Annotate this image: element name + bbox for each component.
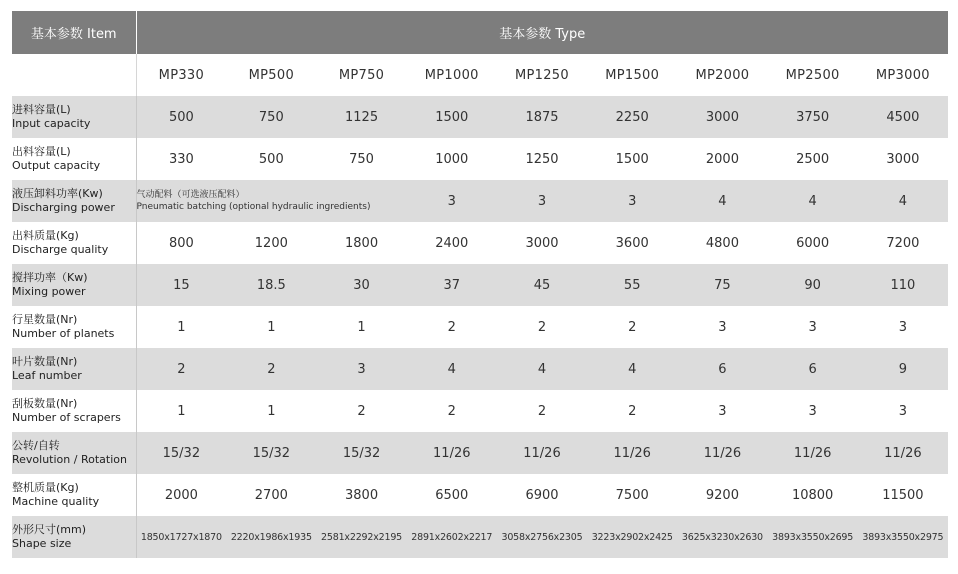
param-value: 1	[226, 306, 316, 348]
param-value: 3	[858, 390, 948, 432]
model-name: MP1250	[497, 54, 587, 96]
param-value: 1200	[226, 222, 316, 264]
model-row-blank	[12, 54, 136, 96]
param-value: 75	[677, 264, 767, 306]
param-value: 4	[768, 180, 858, 222]
param-label	[12, 390, 136, 432]
param-value: 2220x1986x1935	[226, 516, 316, 558]
model-name: MP2000	[677, 54, 767, 96]
param-value: 10800	[768, 474, 858, 516]
param-label-cn: 出料容量(L)	[12, 145, 71, 158]
param-label-en: Number of scrapers	[12, 411, 121, 424]
param-value: 3223x2902x2425	[587, 516, 677, 558]
model-name: MP500	[226, 54, 316, 96]
param-value: 2	[316, 390, 406, 432]
param-value: 4	[677, 180, 767, 222]
param-value: 3600	[587, 222, 677, 264]
param-value: 45	[497, 264, 587, 306]
param-row	[12, 264, 948, 306]
param-value: 2400	[407, 222, 497, 264]
param-value: 2	[407, 306, 497, 348]
param-value: 37	[407, 264, 497, 306]
param-value: 15/32	[226, 432, 316, 474]
param-label-en: Leaf number	[12, 369, 82, 382]
param-value: 3	[677, 306, 767, 348]
param-value: 11/26	[497, 432, 587, 474]
param-value: 7500	[587, 474, 677, 516]
param-value: 1500	[407, 96, 497, 138]
param-value: 750	[226, 96, 316, 138]
param-value: 3058x2756x2305	[497, 516, 587, 558]
param-value: 750	[316, 138, 406, 180]
param-row	[12, 474, 948, 516]
param-label-cn: 叶片数量(Nr)	[12, 355, 78, 368]
param-value: 7200	[858, 222, 948, 264]
param-label-en: Discharging power	[12, 201, 115, 214]
param-value: 1	[136, 306, 226, 348]
param-label-cn: 进料容量(L)	[12, 103, 71, 116]
param-value: 2	[136, 348, 226, 390]
param-value: 11/26	[407, 432, 497, 474]
param-value: 3000	[858, 138, 948, 180]
param-value: 3893x3550x2975	[858, 516, 948, 558]
param-value: 1850x1727x1870	[136, 516, 226, 558]
param-label	[12, 222, 136, 264]
model-name: MP2500	[768, 54, 858, 96]
param-label	[12, 306, 136, 348]
param-value: 3	[768, 390, 858, 432]
param-value: 18.5	[226, 264, 316, 306]
param-row	[12, 432, 948, 474]
type-header: 基本参数 Type	[136, 11, 948, 54]
param-value: 4	[858, 180, 948, 222]
param-value: 6	[677, 348, 767, 390]
param-value: 1	[316, 306, 406, 348]
param-value: 4	[587, 348, 677, 390]
param-value: 3	[497, 180, 587, 222]
param-label-cn: 公转/自转	[12, 439, 60, 452]
param-value: 1800	[316, 222, 406, 264]
param-value: 3800	[316, 474, 406, 516]
param-value: 3	[316, 348, 406, 390]
param-row	[12, 390, 948, 432]
param-row	[12, 348, 948, 390]
param-value: 1000	[407, 138, 497, 180]
param-value: 1125	[316, 96, 406, 138]
param-value: 1	[226, 390, 316, 432]
param-value: 4	[407, 348, 497, 390]
param-label	[12, 432, 136, 474]
param-value: 3	[858, 306, 948, 348]
param-value: 3000	[497, 222, 587, 264]
param-value: 2000	[677, 138, 767, 180]
param-label	[12, 474, 136, 516]
param-label-en: Discharge quality	[12, 243, 109, 256]
model-name: MP3000	[858, 54, 948, 96]
param-value: 9200	[677, 474, 767, 516]
param-row	[12, 306, 948, 348]
param-value: 1250	[497, 138, 587, 180]
param-value: 6500	[407, 474, 497, 516]
spec-table	[12, 11, 948, 558]
param-label	[12, 516, 136, 558]
param-value: 4800	[677, 222, 767, 264]
param-value: 30	[316, 264, 406, 306]
param-value: 500	[136, 96, 226, 138]
param-label-cn: 出料质量(Kg)	[12, 229, 79, 242]
param-note-cn: 气动配料（可选液压配料）	[136, 190, 245, 200]
param-value: 11/26	[768, 432, 858, 474]
param-label-en: Input capacity	[12, 117, 91, 130]
param-label-cn: 刮板数量(Nr)	[12, 397, 78, 410]
model-row	[12, 54, 948, 96]
param-label-en: Output capacity	[12, 159, 101, 172]
param-label-en: Shape size	[12, 537, 72, 550]
param-value: 1500	[587, 138, 677, 180]
param-value: 2000	[136, 474, 226, 516]
param-value: 3	[677, 390, 767, 432]
param-value: 110	[858, 264, 948, 306]
param-value: 3750	[768, 96, 858, 138]
param-value: 6	[768, 348, 858, 390]
param-note	[136, 180, 407, 222]
param-label	[12, 96, 136, 138]
item-header: 基本参数 Item	[12, 11, 136, 54]
param-value: 3000	[677, 96, 767, 138]
param-note-en: Pneumatic batching (optional hydraulic ingredients)	[136, 202, 371, 212]
param-value: 3	[407, 180, 497, 222]
param-value: 500	[226, 138, 316, 180]
param-value: 330	[136, 138, 226, 180]
param-label	[12, 264, 136, 306]
param-row	[12, 180, 948, 222]
param-label-en: Machine quality	[12, 495, 100, 508]
param-value: 1875	[497, 96, 587, 138]
param-value: 11/26	[677, 432, 767, 474]
param-value: 15/32	[136, 432, 226, 474]
param-value: 2	[587, 390, 677, 432]
param-value: 11/26	[587, 432, 677, 474]
param-label-cn: 搅拌功率（Kw)	[12, 271, 88, 284]
param-value: 15/32	[316, 432, 406, 474]
param-value: 55	[587, 264, 677, 306]
param-row	[12, 96, 948, 138]
param-value: 2	[226, 348, 316, 390]
param-value: 4500	[858, 96, 948, 138]
param-label-en: Mixing power	[12, 285, 86, 298]
param-value: 800	[136, 222, 226, 264]
param-value: 2	[497, 306, 587, 348]
param-value: 90	[768, 264, 858, 306]
param-label	[12, 348, 136, 390]
param-label-cn: 液压卸料功率(Kw)	[12, 187, 103, 200]
model-name: MP330	[136, 54, 226, 96]
param-value: 2500	[768, 138, 858, 180]
param-value: 3625x3230x2630	[677, 516, 767, 558]
param-value: 3	[587, 180, 677, 222]
param-value: 6000	[768, 222, 858, 264]
param-value: 6900	[497, 474, 587, 516]
param-label-cn: 整机质量(Kg)	[12, 481, 79, 494]
param-value: 11500	[858, 474, 948, 516]
param-value: 2581x2292x2195	[316, 516, 406, 558]
param-value: 3	[768, 306, 858, 348]
param-value: 4	[497, 348, 587, 390]
param-value: 9	[858, 348, 948, 390]
header-row	[12, 11, 948, 54]
param-value: 1	[136, 390, 226, 432]
model-name: MP750	[316, 54, 406, 96]
param-row	[12, 516, 948, 558]
param-row	[12, 138, 948, 180]
param-row	[12, 222, 948, 264]
param-label	[12, 138, 136, 180]
param-label-en: Revolution / Rotation	[12, 453, 127, 466]
param-label-cn: 行星数量(Nr)	[12, 313, 78, 326]
param-value: 2	[587, 306, 677, 348]
param-value: 2	[407, 390, 497, 432]
param-value: 2891x2602x2217	[407, 516, 497, 558]
param-label-cn: 外形尺寸(mm)	[12, 523, 87, 536]
param-value: 2	[497, 390, 587, 432]
param-value: 15	[136, 264, 226, 306]
model-name: MP1500	[587, 54, 677, 96]
param-value: 2250	[587, 96, 677, 138]
param-value: 3893x3550x2695	[768, 516, 858, 558]
param-label-en: Number of planets	[12, 327, 115, 340]
param-value: 11/26	[858, 432, 948, 474]
model-name: MP1000	[407, 54, 497, 96]
param-value: 2700	[226, 474, 316, 516]
param-label	[12, 180, 136, 222]
